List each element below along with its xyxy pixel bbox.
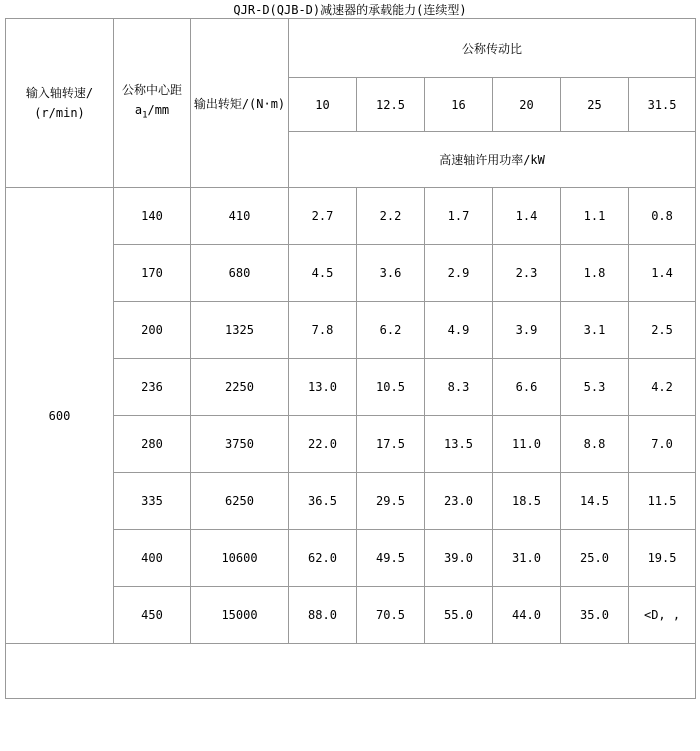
power-cell: 1.4 [493, 188, 561, 245]
power-cell: 13.5 [425, 416, 493, 473]
torque-cell: 410 [191, 188, 289, 245]
power-cell: 8.8 [561, 416, 629, 473]
header-center-distance-unit: /mm [147, 103, 170, 118]
center-distance-cell: 335 [114, 473, 191, 530]
power-cell: 23.0 [425, 473, 493, 530]
power-cell: 36.5 [289, 473, 357, 530]
header-input-speed-line1: 输入轴转速/ [25, 86, 94, 100]
power-cell: 22.0 [289, 416, 357, 473]
power-cell: 35.0 [561, 587, 629, 644]
power-cell: 1.4 [629, 245, 696, 302]
header-ratio-value: 12.5 [357, 78, 425, 132]
power-cell: 3.1 [561, 302, 629, 359]
power-cell: 8.3 [425, 359, 493, 416]
torque-cell: 2250 [191, 359, 289, 416]
power-cell: 2.2 [357, 188, 425, 245]
center-distance-cell: 236 [114, 359, 191, 416]
power-cell: 39.0 [425, 530, 493, 587]
header-ratio-value: 16 [425, 78, 493, 132]
power-cell: 88.0 [289, 587, 357, 644]
power-cell: 11.0 [493, 416, 561, 473]
empty-cell [6, 644, 696, 699]
power-cell: 6.6 [493, 359, 561, 416]
power-cell: 18.5 [493, 473, 561, 530]
power-cell: 14.5 [561, 473, 629, 530]
header-center-distance-symbol: a [134, 103, 143, 118]
power-cell: <D, , [629, 587, 696, 644]
header-ratio-value: 10 [289, 78, 357, 132]
power-cell: 1.1 [561, 188, 629, 245]
power-cell: 4.9 [425, 302, 493, 359]
power-cell: 2.3 [493, 245, 561, 302]
page-title: QJR-D(QJB-D)减速器的承载能力(连续型) [233, 3, 467, 17]
header-ratio-value: 20 [493, 78, 561, 132]
power-cell: 31.0 [493, 530, 561, 587]
power-cell: 49.5 [357, 530, 425, 587]
center-distance-cell: 200 [114, 302, 191, 359]
header-ratio-value: 25 [561, 78, 629, 132]
header-power-label: 高速轴许用功率/kW [289, 132, 696, 188]
header-row-1 [6, 19, 696, 78]
power-cell: 29.5 [357, 473, 425, 530]
power-cell: 0.8 [629, 188, 696, 245]
power-cell: 7.0 [629, 416, 696, 473]
header-input-speed-line2: (r/min) [34, 106, 85, 120]
power-cell: 4.2 [629, 359, 696, 416]
torque-cell: 3750 [191, 416, 289, 473]
center-distance-cell: 280 [114, 416, 191, 473]
power-cell: 13.0 [289, 359, 357, 416]
power-cell: 55.0 [425, 587, 493, 644]
input-speed-value: 600 [6, 188, 114, 644]
torque-cell: 1325 [191, 302, 289, 359]
header-input-speed [6, 19, 114, 188]
footer-empty-row [6, 644, 696, 699]
torque-cell: 680 [191, 245, 289, 302]
power-cell: 19.5 [629, 530, 696, 587]
power-cell: 10.5 [357, 359, 425, 416]
power-cell: 2.9 [425, 245, 493, 302]
center-distance-cell: 170 [114, 245, 191, 302]
table-row [6, 188, 696, 245]
header-center-distance [114, 19, 191, 188]
power-cell: 7.8 [289, 302, 357, 359]
power-cell: 44.0 [493, 587, 561, 644]
power-cell: 3.9 [493, 302, 561, 359]
header-center-distance-subscript: 1 [142, 110, 148, 121]
power-cell: 11.5 [629, 473, 696, 530]
power-cell: 2.5 [629, 302, 696, 359]
power-cell: 1.7 [425, 188, 493, 245]
torque-cell: 15000 [191, 587, 289, 644]
center-distance-cell: 140 [114, 188, 191, 245]
center-distance-cell: 450 [114, 587, 191, 644]
torque-cell: 10600 [191, 530, 289, 587]
power-cell: 4.5 [289, 245, 357, 302]
power-cell: 62.0 [289, 530, 357, 587]
power-cell: 17.5 [357, 416, 425, 473]
power-cell: 1.8 [561, 245, 629, 302]
power-cell: 2.7 [289, 188, 357, 245]
header-ratio-value: 31.5 [629, 78, 696, 132]
reducer-capacity-table [5, 18, 696, 699]
header-output-torque: 输出转矩/(N·m) [191, 19, 289, 188]
header-center-distance-line1: 公称中心距 [121, 83, 182, 98]
header-ratio-group: 公称传动比 [289, 19, 696, 78]
power-cell: 70.5 [357, 587, 425, 644]
power-cell: 25.0 [561, 530, 629, 587]
power-cell: 3.6 [357, 245, 425, 302]
center-distance-cell: 400 [114, 530, 191, 587]
power-cell: 6.2 [357, 302, 425, 359]
power-cell: 5.3 [561, 359, 629, 416]
torque-cell: 6250 [191, 473, 289, 530]
